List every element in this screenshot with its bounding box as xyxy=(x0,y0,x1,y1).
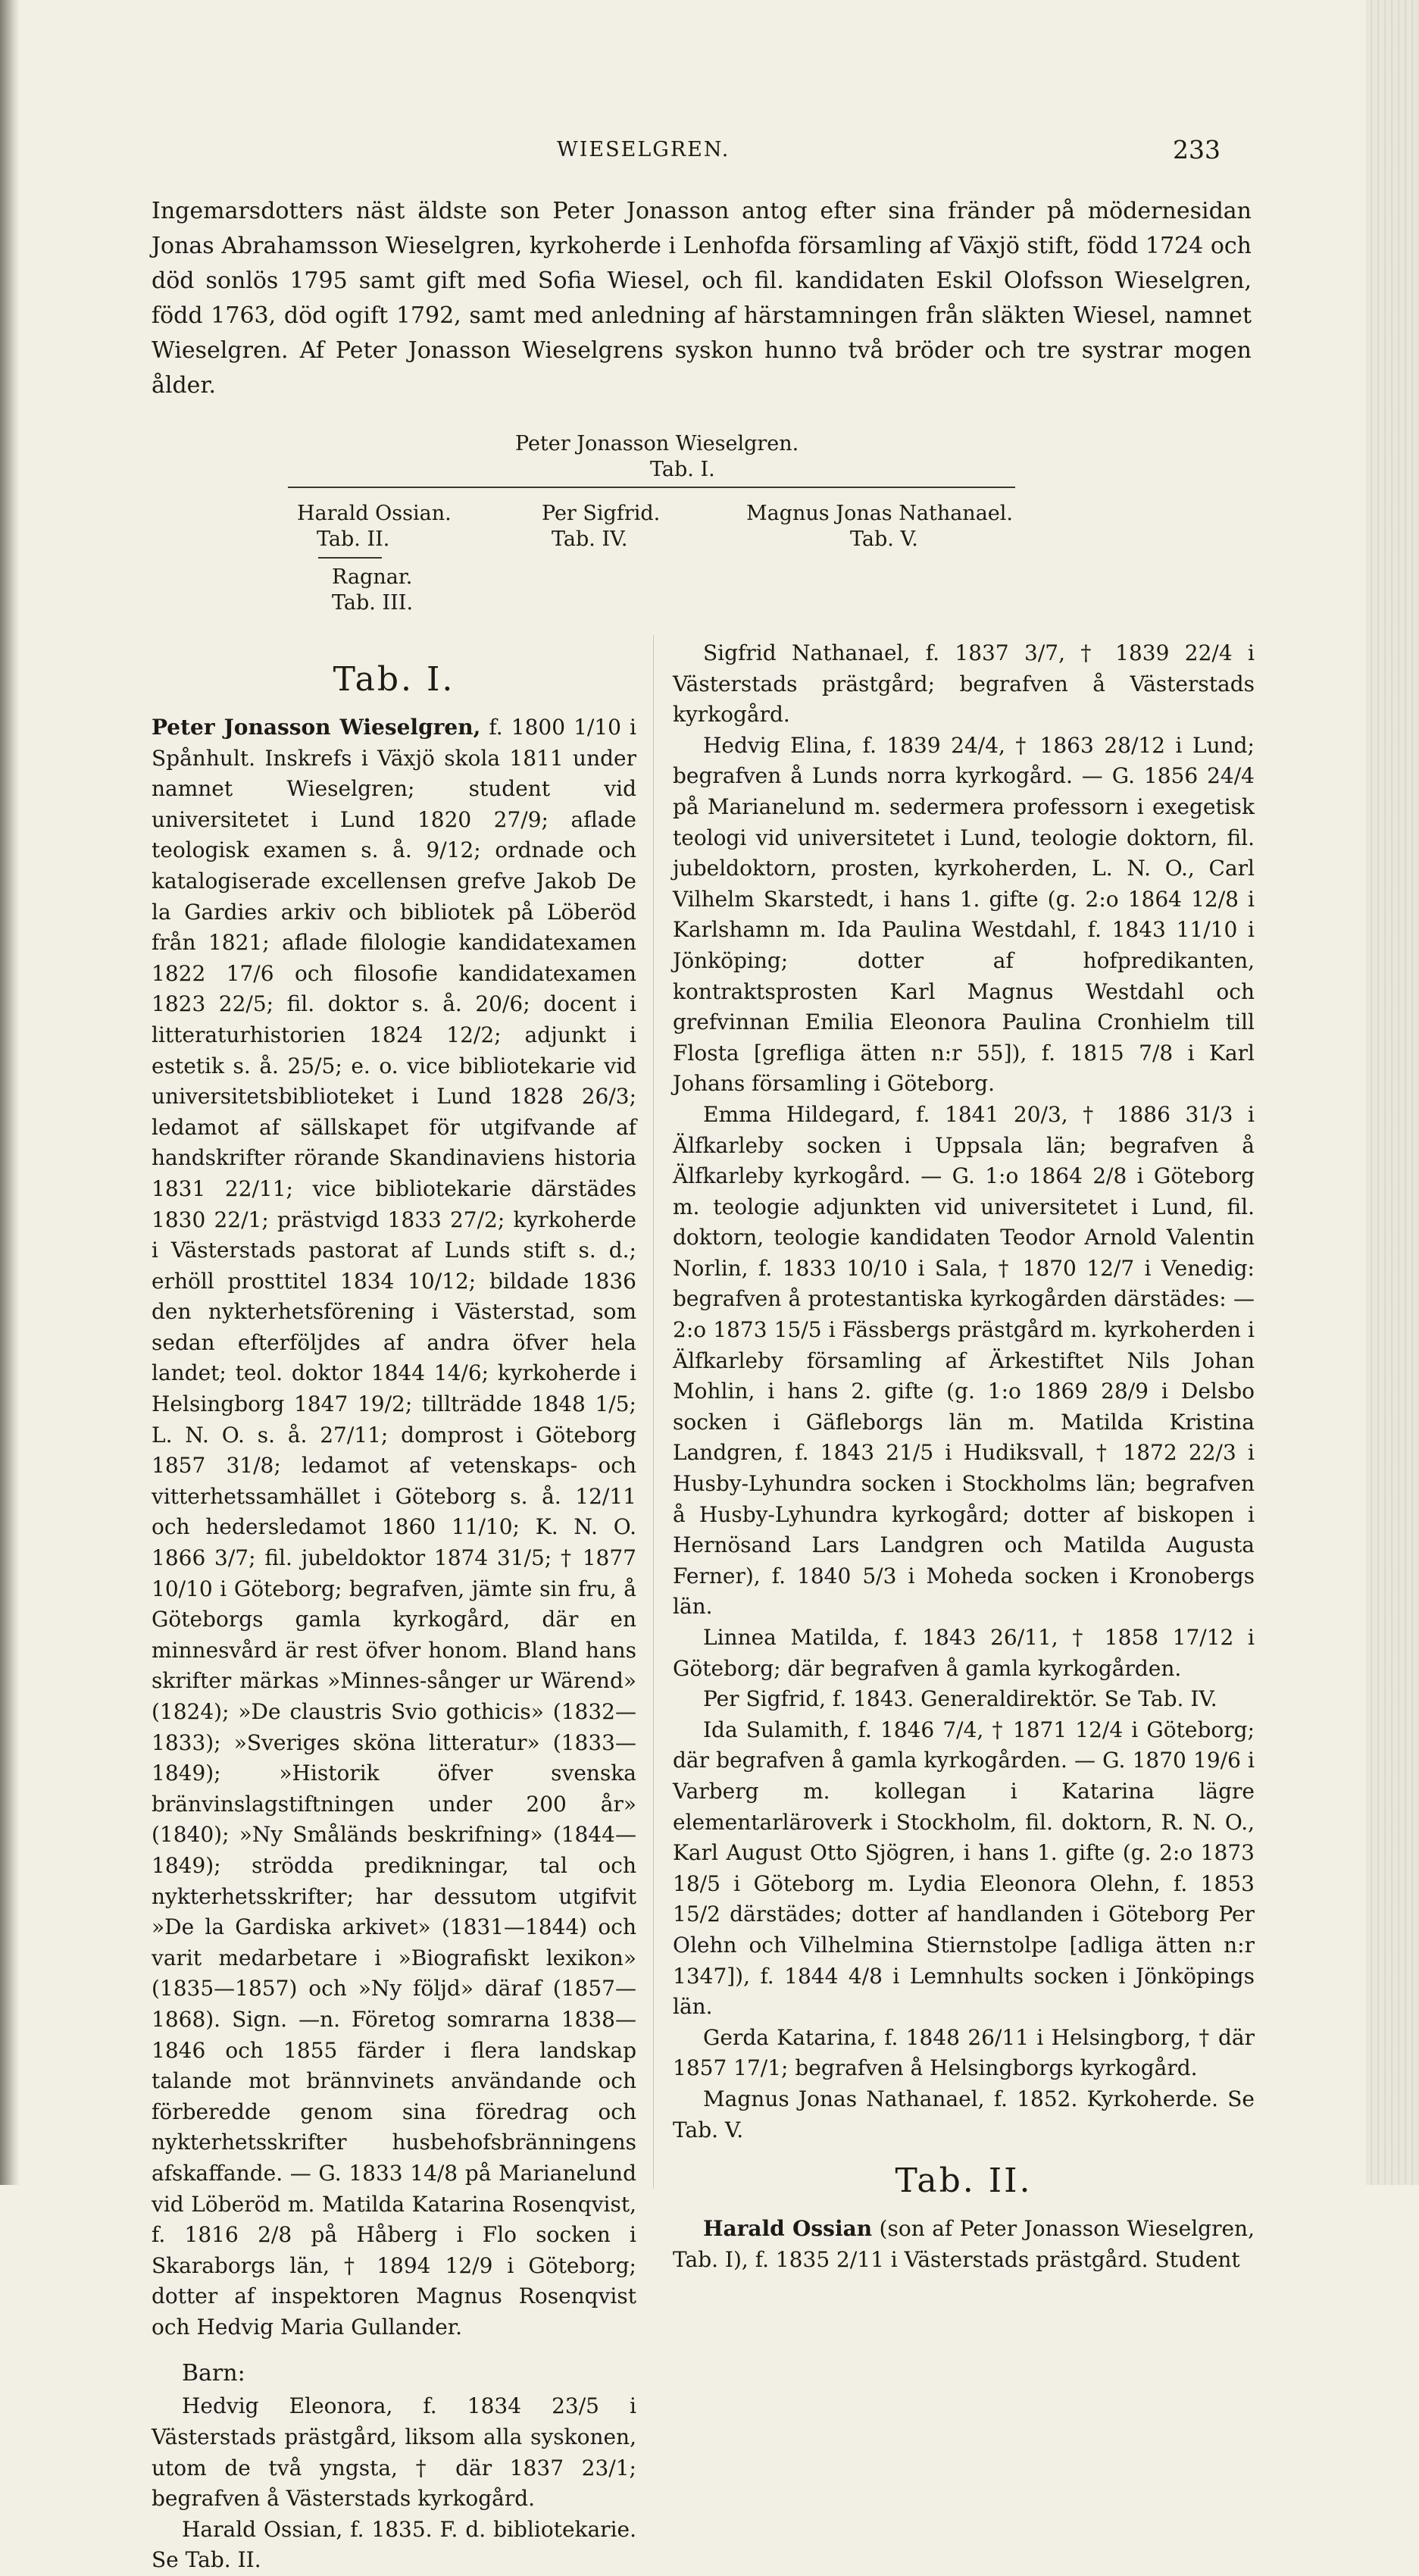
child-entry-magnus-jonas-nathanael: Magnus Jonas Nathanael, f. 1852. Kyrkoherde. Se Tab. V. xyxy=(673,2086,1255,2142)
genealogy-child-1-tab: Tab. II. xyxy=(317,527,390,551)
genealogy-child-1-name: Harald Ossian. xyxy=(297,502,452,525)
genealogy-child-2-name: Per Sigfrid. xyxy=(542,502,661,525)
genealogy-rule xyxy=(288,487,1015,488)
genealogy-grandchild-name: Ragnar. xyxy=(332,565,413,589)
child-entry-linnea-matilda: Linnea Matilda, f. 1843 26/11, † 1858 17/12 i Göteborg; där begrafven å gamla kyrkogården. xyxy=(673,1625,1255,1681)
binding-shadow xyxy=(0,0,20,2185)
child-entry-gerda-katarina: Gerda Katarina, f. 1848 26/11 i Helsingborg, † där 1857 17/1; begrafven å Helsingborgs kyrkogård. xyxy=(673,2024,1255,2081)
genealogy-subrule xyxy=(318,557,382,559)
child-entry-ida-sulamith: Ida Sulamith, f. 1846 7/4, † 1871 12/4 i Göteborg; där begrafven å gamla kyrkogården. — G. 1870 19/6 i Varberg m. kollegan i Katarina lägre elementarläroverk i Stockholm, fil. doktorn, R. N. O., Karl August Otto Sjögren, i hans 1. gifte (g. 2:o 1873 18/5 i Göteborg m. Lydia Eleonora Olehn, f. 1853 15/2 därstädes; dotter af handlanden i Göteborg Per Olehn och Vilhelmina Stiernstolpe [adliga ätten n:r 1347]), f. 1844 4/8 i Lemnhults socken i Jönköpings län. xyxy=(673,1717,1255,2020)
child-entry-per-sigfrid: Per Sigfrid, f. 1843. Generaldirektör. Se Tab. IV. xyxy=(703,1686,1217,1712)
page-edge xyxy=(1366,0,1419,2185)
intro-paragraph: Ingemarsdotters näst äldste son Peter Jonasson antog efter sina fränder på mödernesidan Jonas Abrahamsson Wieselgren, kyrkoherde i Lenhofda församling af Växjö stift, född 1724 och död sonlös 1795 samt gift med Sofia Wiesel, och fil. kandidaten Eskil Olofsson Wieselgren, född 1763, död ogift 1792, samt med anledning af härstamningen från släkten Wiesel, namnet Wieselgren. Af Peter Jonasson Wieselgrens syskon hunno två bröder och tre systrar mogen ålder. xyxy=(152,198,1252,399)
genealogy-root-name: Peter Jonasson Wieselgren. xyxy=(515,432,799,455)
children-label: Barn: xyxy=(182,2360,245,2387)
tab-ii-name: Harald Ossian xyxy=(703,2216,873,2242)
genealogy-child-2-tab: Tab. IV. xyxy=(552,527,628,551)
bio-paragraph xyxy=(152,712,636,2343)
genealogy-grandchild-tab: Tab. III. xyxy=(332,591,414,615)
right-column xyxy=(673,638,1255,2275)
child-entry-emma-hildegard: Emma Hildegard, f. 1841 20/3, † 1886 31/3 i Älfkarleby socken i Uppsala län; begrafven å Älfkarleby kyrkogård. — G. 1:o 1864 2/8 i Göteborg m. teologie adjunkten vid universitetet i Lund, fil. doktorn, teologie kandidaten Teodor Arnold Valentin Norlin, f. 1833 10/10 i Sala, † 1870 12/7 i Venedig: begrafven å protestantiska kyrkogården därstädes: — 2:o 1873 15/5 i Fässbergs prästgård m. kyrkoherden i Älfkarleby församling af Ärkestiftet Nils Johan Mohlin, i hans 2. gifte (g. 1:o 1869 28/9 i Delsbo socken i Gäfleborgs län m. Matilda Kristina Landgren, f. 1843 21/5 i Hudiksvall, † 1872 22/3 i Husby-Lyhundra socken i Stockholms län; begrafven å Husby-Lyhundra kyrkogård; dotter af biskopen i Hernösand Lars Landgren och Matilda Augusta Ferner), f. 1840 5/3 i Moheda socken i Kronobergs län. xyxy=(673,1101,1255,1620)
child-entry-sigfrid-nathanael: Sigfrid Nathanael, f. 1837 3/7, † 1839 22/4 i Västerstads prästgård; begrafven å Västerstads kyrkogård. xyxy=(673,640,1255,728)
bio-name: Peter Jonasson Wieselgren, xyxy=(152,715,481,740)
bio-text: f. 1800 1/10 i Spånhult. Inskrefs i Växjö skola 1811 under namnet Wieselgren; student vid universitetet i Lund 1820 27/9; aflade teologisk examen s. å. 9/12; ordnade och katalogiserade excellensen grefve Jakob De la Gardies arkiv och bibliotek på Löberöd från 1821; aflade filologie kandidatexamen 1822 17/6 och filosofie kandidatexamen 1823 22/5; fil. doktor s. å. 20/6; docent i litteraturhistorien 1824 12/2; adjunkt i estetik s. å. 25/5; e. o. vice bibliotekarie vid universitetsbiblioteket i Lund 1828 26/3; ledamot af sällskapet för utgifvande af handskrifter rörande Skandinaviens historia 1831 22/11; vice bibliotekarie därstädes 1830 22/1; prästvigd 1833 27/2; kyrkoherde i Västerstads pastorat af Lunds stift s. d.; erhöll prosttitel 1834 10/12; bildade 1836 den nykterhetsförening i Västerstad, som sedan efterföljdes af andra öfver hela landet; teol. doktor 1844 14/6; kyrkoherde i Helsingborg 1847 19/2; tillträdde 1848 1/5; L. N. O. s. å. 27/11; domprost i Göteborg 1857 31/8; ledamot af vetenskaps- och vitterhetssamhället i Göteborg s. å. 12/11 och hedersledamot 1860 11/10; K. N. O. 1866 3/7; fil. jubeldoktor 1874 31/5; † 1877 10/10 i Göteborg; begrafven, jämte sin fru, å Göteborgs gamla kyrkogård, där en minnesvård är rest öfver honom. Bland hans skrifter märkas »Minnes-sånger ur Wärend» (1824); »De claustris Svio gothicis» (1832—1833); »Sveriges sköna litteratur» (1833—1849); »Historik öfver svenska bränvinslagstiftningen under 200 år» (1840); »Ny Småländs beskrifning» (1844—1849); strödda predikningar, tal och nykterhetsskrifter; har dessutom utgifvit »De la Gardiska arkivet» (1831—1844) och varit medarbetare i »Biografiskt lexikon» (1835—1857) och »Ny följd» däraf (1857—1868). Sign. —n. Företog somrarna 1838—1846 och 1855 färder i flera landskap talande mot brännvinets användande och förberedde genom sina föredrag och nykterhetsskrifter husbehofsbränningens afskaffande. — G. 1833 14/8 på Marianelund vid Löberöd m. Matilda Katarina Rosenqvist, f. 1816 2/8 på Håberg i Flo socken i Skaraborgs län, † 1894 12/9 i Göteborg; dotter af inspektoren Magnus Rosenqvist och Hedvig Maria Gullander. xyxy=(152,715,636,2340)
running-head: WIESELGREN. xyxy=(557,138,730,161)
page-number: 233 xyxy=(1173,135,1221,164)
child-entry-hedvig-eleonora: Hedvig Eleonora, f. 1834 23/5 i Västerstads prästgård, liksom alla syskonen, utom de två yngsta, † där 1837 23/1; begrafven å Västerstads kyrkogård. xyxy=(152,2393,636,2512)
tab-i-heading: Tab. I. xyxy=(333,660,455,699)
left-column xyxy=(152,659,636,2576)
child-entry-hedvig-elina: Hedvig Elina, f. 1839 24/4, † 1863 28/12 i Lund; begrafven å Lunds norra kyrkogård. — G. 1856 24/4 på Marianelund m. sedermera professorn i exegetisk teologi vid universitetet i Lund, teologie doktorn, fil. jubeldoktorn, prosten, kyrkoherden, L. N. O., Carl Vilhelm Skarstedt, i hans 1. gifte (g. 2:o 1864 12/8 i Karlshamn m. Ida Paulina Westdahl, f. 1843 11/10 i Jönköping; dotter af hofpredikanten, kontraktsprosten Karl Magnus Westdahl och grefvinnan Emilia Eleonora Paulina Cronhielm till Flosta [grefliga ätten n:r 55]), f. 1815 7/8 i Karl Johans församling i Göteborg. xyxy=(673,732,1255,1097)
column-divider xyxy=(653,635,654,2189)
tab-ii-paragraph xyxy=(673,2214,1255,2275)
genealogy-root-tab: Tab. I. xyxy=(650,458,715,481)
child-entry-harald-ossian: Harald Ossian, f. 1835. F. d. bibliotekarie. Se Tab. II. xyxy=(152,2516,636,2573)
genealogy-child-3-tab: Tab. V. xyxy=(850,527,918,551)
tab-ii-heading: Tab. II. xyxy=(895,2161,1033,2201)
genealogy-child-3-name: Magnus Jonas Nathanael. xyxy=(746,502,1013,525)
tab-ii-text: (son af Peter Jonasson Wieselgren, Tab. I), f. 1835 2/11 i Västerstads prästgård. Student xyxy=(673,2216,1255,2272)
